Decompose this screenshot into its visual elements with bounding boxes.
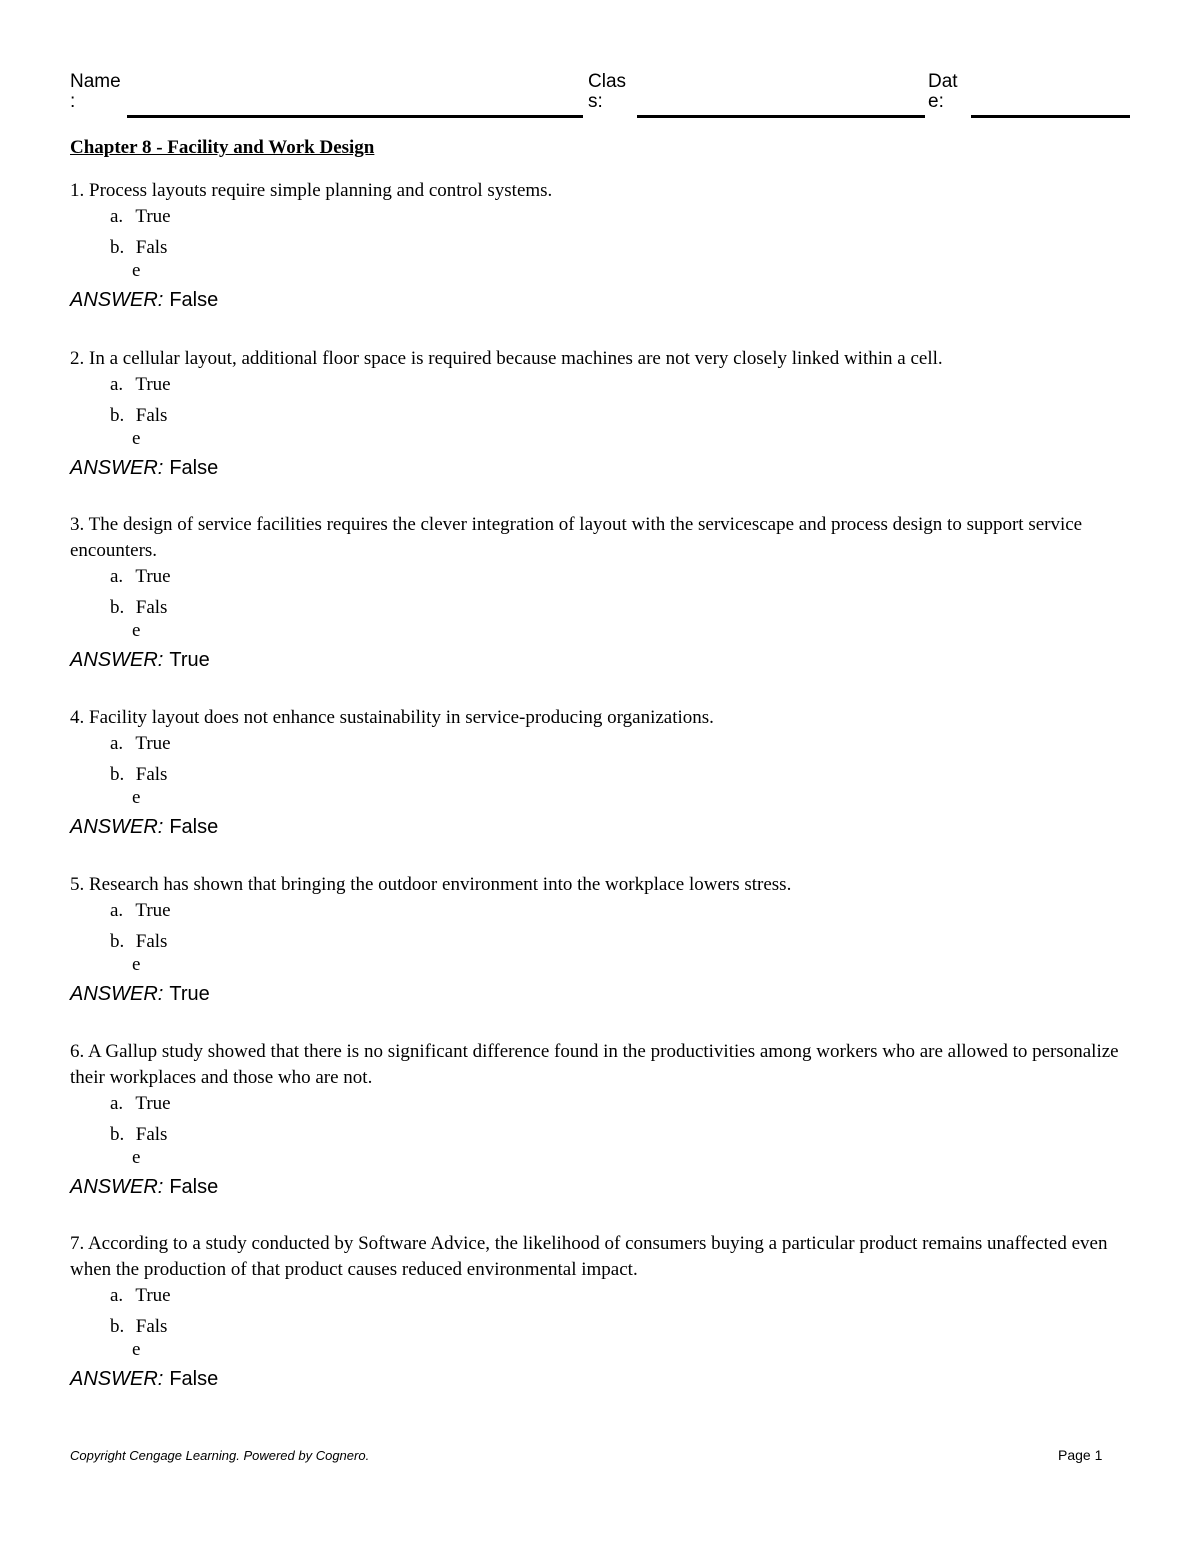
question-4 xyxy=(70,705,1130,840)
answer xyxy=(70,287,1130,313)
answer-label: ANSWER: xyxy=(70,649,164,671)
question-stem: 3. The design of service facilities requires the clever integration of layout with the servicescape and process design to support service encounters. xyxy=(70,514,1083,561)
page-title: Chapter 8 - Facility and Work Design xyxy=(70,137,375,158)
answer-value: False xyxy=(169,289,219,311)
answer-label: ANSWER: xyxy=(70,457,164,479)
answer-value: False xyxy=(169,816,219,838)
option-true[interactable]: a. True xyxy=(110,374,171,395)
option-false[interactable]: b. Fals e xyxy=(110,237,168,281)
date-input-line[interactable] xyxy=(971,115,1130,118)
answer-value: True xyxy=(169,649,210,671)
question-stem: 6. A Gallup study showed that there is no significant difference found in the productivities among workers who are allowed to personalize their workplaces and those who are not. xyxy=(70,1041,1119,1088)
date-label xyxy=(928,72,958,112)
answer xyxy=(70,455,1130,481)
answer-value: True xyxy=(169,983,210,1005)
answer-value: False xyxy=(169,1368,219,1390)
option-false[interactable]: b. Fals e xyxy=(110,1124,168,1168)
question-stem: 4. Facility layout does not enhance sustainability in service-producing organizations. xyxy=(70,707,714,728)
question-7 xyxy=(70,1231,1130,1392)
footer-copyright: Copyright Cengage Learning. Powered by Cognero. xyxy=(70,1448,370,1463)
answer xyxy=(70,814,1130,840)
answer xyxy=(70,1174,1130,1200)
answer-label: ANSWER: xyxy=(70,1176,164,1198)
name-input-line[interactable] xyxy=(127,115,583,118)
answer-value: False xyxy=(169,1176,219,1198)
class-label-line1: Clas xyxy=(588,71,627,92)
name-label-line2: : xyxy=(70,91,76,112)
class-label-line2: s: xyxy=(588,91,603,112)
footer-page-number: Page 1 xyxy=(1058,1447,1103,1463)
option-true[interactable]: a. True xyxy=(110,206,171,227)
name-label xyxy=(70,72,121,112)
option-false[interactable]: b. Fals e xyxy=(110,931,168,975)
question-3 xyxy=(70,512,1130,673)
class-label xyxy=(588,72,626,112)
option-false[interactable]: b. Fals e xyxy=(110,597,168,641)
answer-value: False xyxy=(169,457,219,479)
option-true[interactable]: a. True xyxy=(110,900,171,921)
question-1 xyxy=(70,178,1130,313)
question-6 xyxy=(70,1039,1130,1200)
answer-label: ANSWER: xyxy=(70,816,164,838)
question-stem: 5. Research has shown that bringing the outdoor environment into the workplace lowers stress. xyxy=(70,874,792,895)
option-true[interactable]: a. True xyxy=(110,733,171,754)
answer xyxy=(70,1366,1130,1392)
date-label-line2: e: xyxy=(928,91,944,112)
date-label-line1: Dat xyxy=(928,71,958,92)
question-2 xyxy=(70,346,1130,481)
question-stem: 7. According to a study conducted by Software Advice, the likelihood of consumers buying a particular product remains unaffected even when the production of that product causes reduced environmental impact. xyxy=(70,1233,1108,1280)
question-stem: 2. In a cellular layout, additional floor space is required because machines are not very closely linked within a cell. xyxy=(70,348,943,369)
class-input-line[interactable] xyxy=(637,115,925,118)
question-stem: 1. Process layouts require simple planning and control systems. xyxy=(70,180,553,201)
option-false[interactable]: b. Fals e xyxy=(110,405,168,449)
option-false[interactable]: b. Fals e xyxy=(110,764,168,808)
answer xyxy=(70,981,1130,1007)
option-true[interactable]: a. True xyxy=(110,1093,171,1114)
question-5 xyxy=(70,872,1130,1007)
answer-label: ANSWER: xyxy=(70,1368,164,1390)
answer xyxy=(70,647,1130,673)
option-true[interactable]: a. True xyxy=(110,566,171,587)
option-true[interactable]: a. True xyxy=(110,1285,171,1306)
name-label-line1: Name xyxy=(70,71,121,92)
answer-label: ANSWER: xyxy=(70,289,164,311)
option-false[interactable]: b. Fals e xyxy=(110,1316,168,1360)
answer-label: ANSWER: xyxy=(70,983,164,1005)
